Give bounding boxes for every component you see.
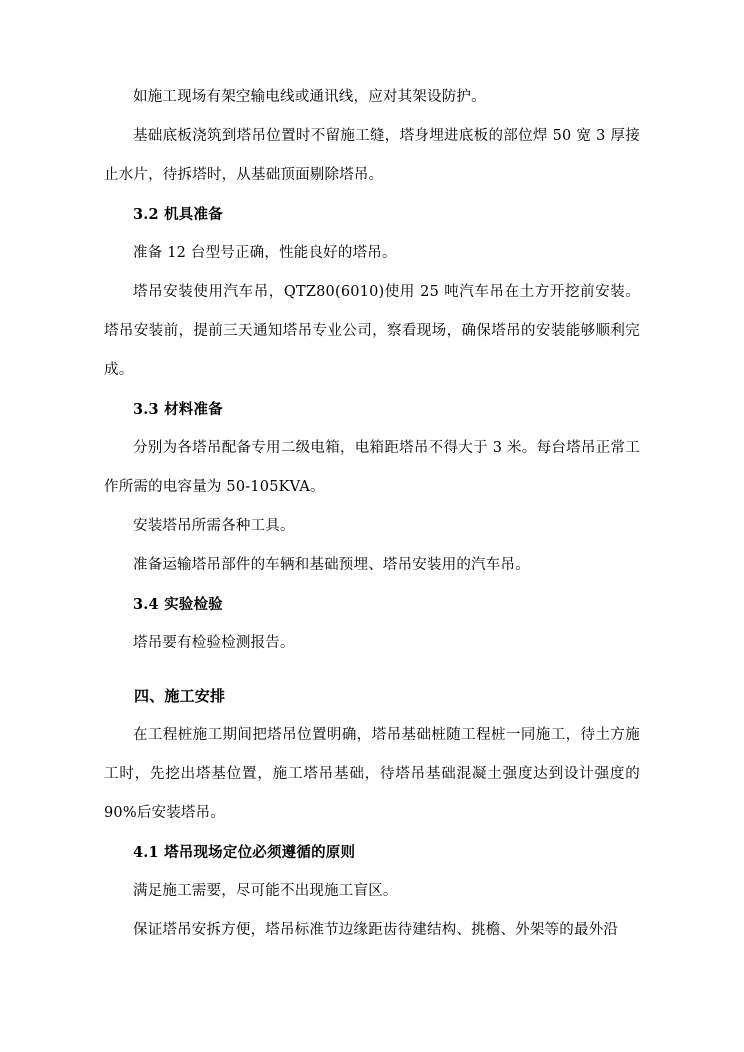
paragraph: 基础底板浇筑到塔吊位置时不留施工缝，塔身埋进底板的部位焊 50 宽 3 厚接止水片，待拆塔时，从基础顶面剔除塔吊。: [104, 128, 640, 183]
section-heading-3-4: 3.4 实验检验: [133, 596, 223, 613]
paragraph: 在工程桩施工期间把塔吊位置明确，塔吊基础桩随工程桩一同施工，待土方施工时，先挖出塔基位置，施工塔吊基础，待塔吊基础混凝土强度达到设计强度的 90%后安装塔吊。: [104, 727, 640, 821]
paragraph: 分别为各塔吊配备专用二级电箱，电箱距塔吊不得大于 3 米。每台塔吊正常工作所需的电容量为 50-105KVA。: [104, 440, 640, 495]
section-heading-3-3: 3.3 材料准备: [133, 401, 223, 418]
paragraph: 满足施工需要，尽可能不出现施工盲区。: [133, 883, 398, 899]
paragraph: 安装塔吊所需各种工具。: [133, 518, 295, 534]
section-heading-chapter-four: 四、施工安排: [134, 687, 226, 705]
section-heading-3-2: 3.2 机具准备: [133, 206, 223, 223]
paragraph: 塔吊要有检验检测报告。: [133, 635, 295, 651]
paragraph: 保证塔吊安拆方便，塔吊标准节边缘距齿待建结构、挑檐、外架等的最外沿: [133, 922, 619, 938]
paragraph: 如施工现场有架空输电线或通讯线，应对其架设防护。: [133, 89, 486, 105]
paragraph: 塔吊安装使用汽车吊，QTZ80(6010)使用 25 吨汽车吊在土方开挖前安装。塔吊安装前，提前三天通知塔吊专业公司，察看现场，确保塔吊的安装能够顺利完成。: [104, 284, 640, 378]
paragraph: 准备 12 台型号正确，性能良好的塔吊。: [133, 245, 397, 261]
document-body: [104, 78, 640, 950]
section-heading-4-1: 4.1 塔吊现场定位必须遵循的原则: [133, 844, 356, 861]
paragraph: 准备运输塔吊部件的车辆和基础预埋、塔吊安装用的汽车吊。: [133, 557, 530, 573]
